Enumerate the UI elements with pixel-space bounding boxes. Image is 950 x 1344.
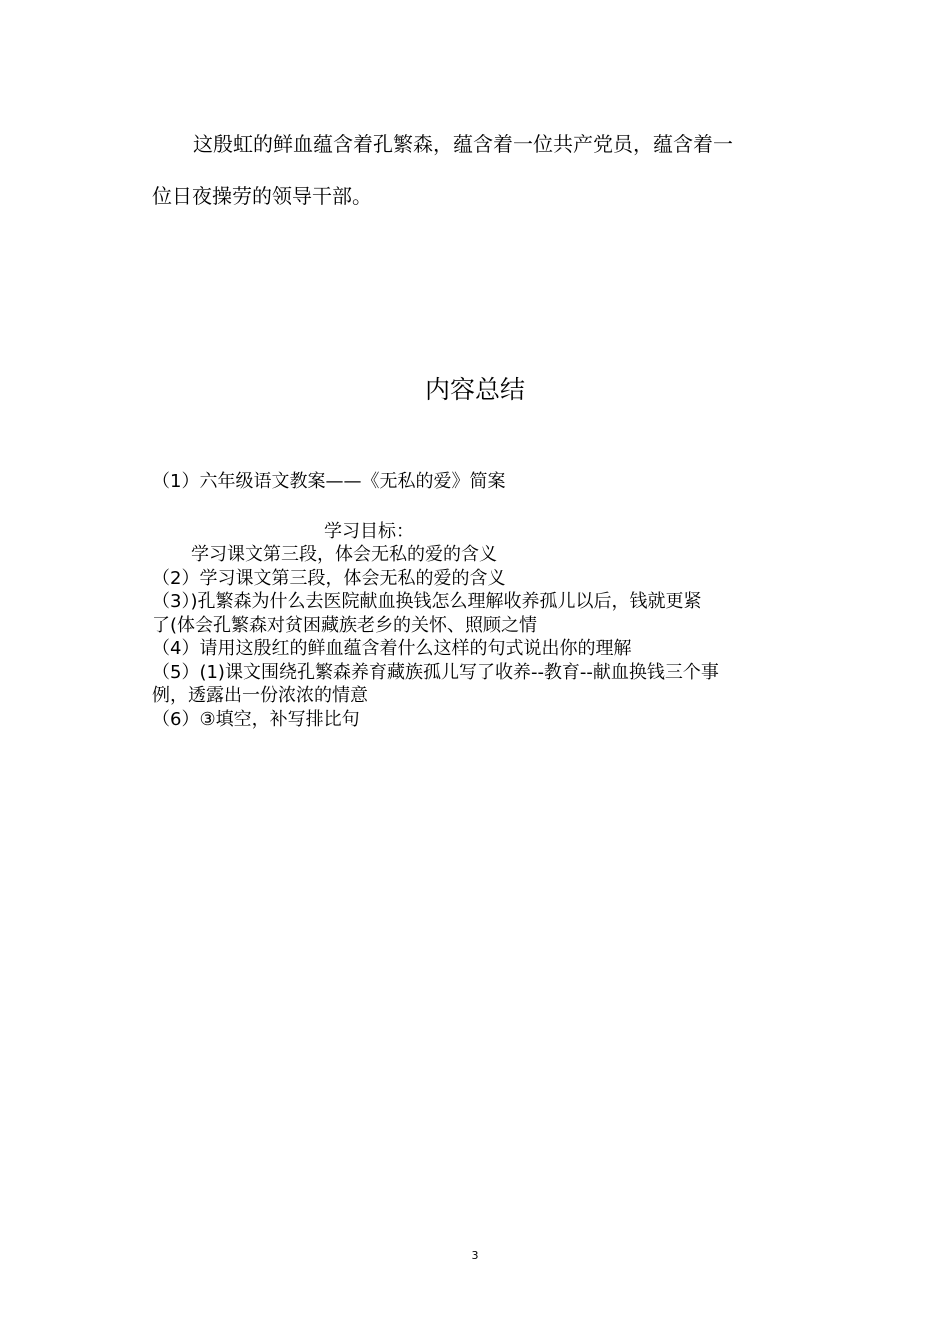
summary-item-2: （2）学习课文第三段，体会无私的爱的含义 [152,567,506,589]
summary-item-3-line-1: （3）)孔繁森为什么去医院献血换钱怎么理解收养孤儿以后，钱就更紧 [152,591,702,612]
intro-line-2: 位日夜操劳的领导干部。 [152,184,372,208]
summary-item-3-line-2: 了(体会孔繁森对贫困藏族老乡的关怀、照顾之情 [152,614,538,636]
learning-goal-text: 学习课文第三段，体会无私的爱的含义 [191,544,497,565]
summary-list [152,470,802,731]
summary-item-5-line-1: （5）(1)课文围绕孔繁森养育藏族孤儿写了收养--教育--献血换钱三个事 [152,661,719,683]
page-number: 3 [471,1249,479,1262]
summary-item-5-line-2: 例，透露出一份浓浓的情意 [152,685,368,706]
intro-paragraph [152,118,802,222]
section-heading: 内容总结 [424,375,525,404]
summary-item-1: （1）六年级语文教案——《无私的爱》简案 [152,471,506,492]
intro-line-1: 这殷虹的鲜血蕴含着孔繁森，蕴含着一位共产党员，蕴含着一 [193,132,733,156]
summary-item-6: （6）③填空，补写排比句 [152,708,360,730]
learning-goal-label: 学习目标： [324,520,414,542]
summary-item-4: （4）请用这殷红的鲜血蕴含着什么这样的句式说出你的理解 [152,638,632,659]
